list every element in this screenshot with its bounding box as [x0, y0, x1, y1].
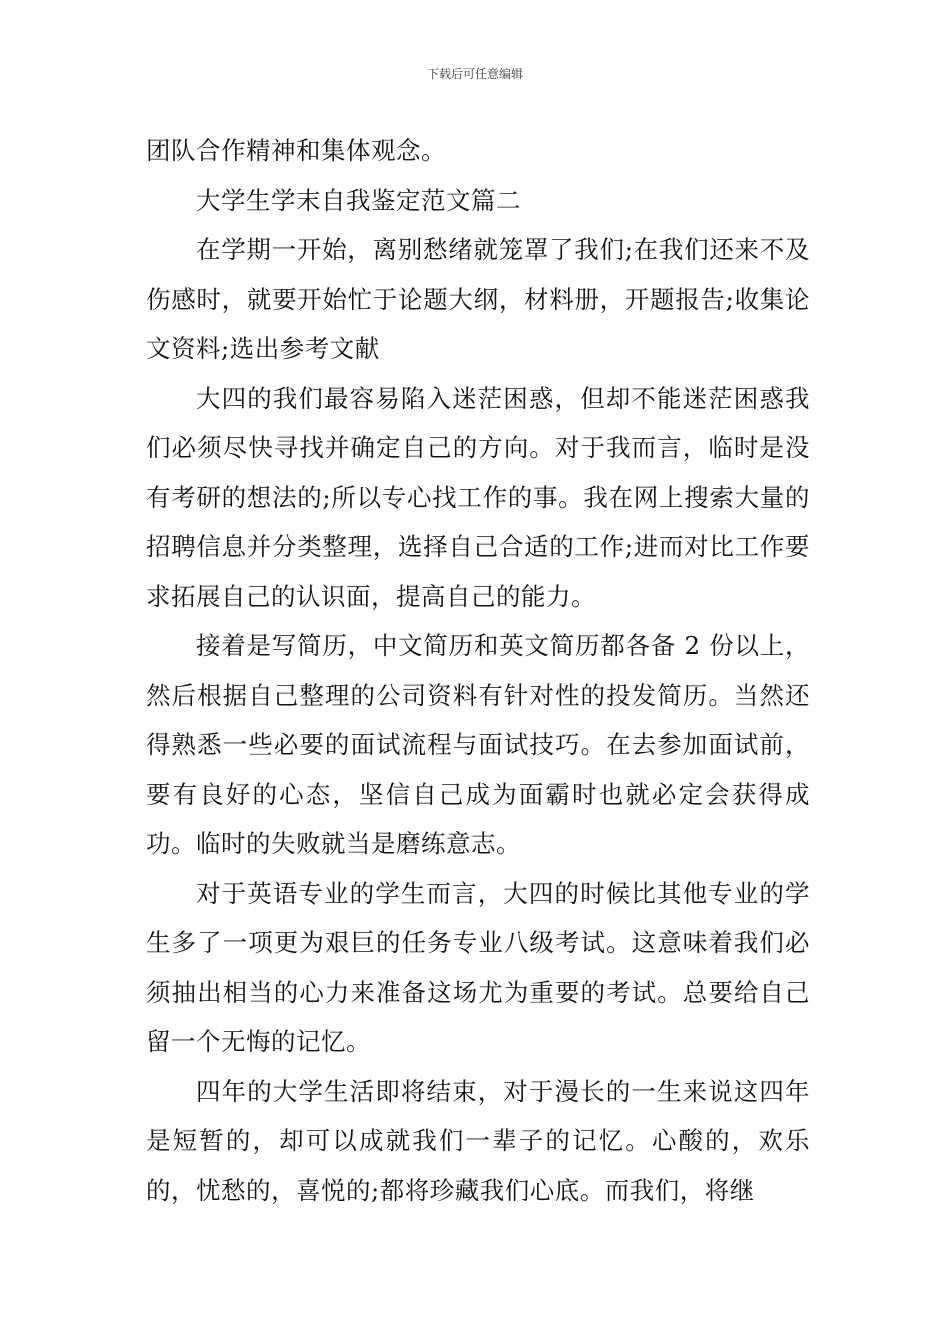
paragraph: 接着是写简历，中文简历和英文简历都各备 2 份以上，然后根据自己整理的公司资料有针对性的投发简历。当然还得熟悉一些必要的面试流程与面试技巧。在去参加面试前，要有良好的心态，坚信自己成为面霸时也就必定会获得成功。临时的失败就当是磨练意志。	[146, 631, 810, 858]
paragraph-continuation: 团队合作精神和集体观念。	[146, 136, 446, 165]
paragraph: 在学期一开始，离别愁绪就笼罩了我们;在我们还来不及伤感时，就要开始忙于论题大纲，材料册，开题报告;收集论文资料;选出参考文献	[146, 235, 810, 363]
document-body	[146, 126, 810, 1215]
paragraph: 四年的大学生活即将结束，对于漫长的一生来说这四年是短暂的，却可以成就我们一辈子的记忆。心酸的，欢乐的，忧愁的，喜悦的;都将珍藏我们心底。而我们，将继	[146, 1076, 810, 1205]
section-heading: 大学生学末自我鉴定范文篇二	[196, 185, 521, 215]
paragraph: 对于英语专业的学生而言，大四的时候比其他专业的学生多了一项更为艰巨的任务专业八级考试。这意味着我们必须抽出相当的心力来准备这场尤为重要的考试。总要给自己留一个无悔的记忆。	[146, 878, 810, 1056]
paragraph: 大四的我们最容易陷入迷茫困惑，但却不能迷茫困惑我们必须尽快寻找并确定自己的方向。对于我而言，临时是没有考研的想法的;所以专心找工作的事。我在网上搜索大量的招聘信息并分类整理，选择自己合适的工作;进而对比工作要求拓展自己的认识面，提高自己的能力。	[146, 383, 810, 611]
page-header: 下载后可任意编辑	[426, 67, 523, 81]
